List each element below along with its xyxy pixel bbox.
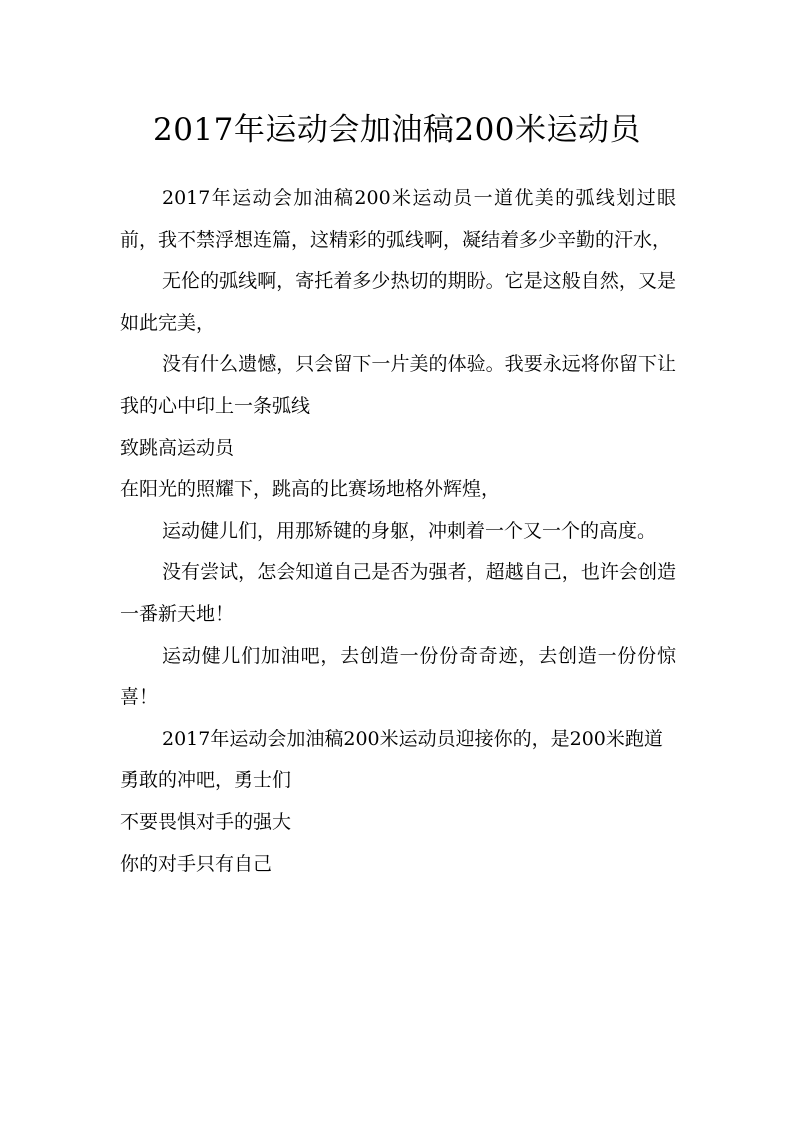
paragraph: 你的对手只有自己 <box>120 852 273 875</box>
paragraph: 没有尝试，怎会知道自己是否为强者，超越自己，也许会创造一番新天地！ <box>120 561 676 625</box>
paragraph: 勇敢的冲吧，勇士们 <box>120 769 292 792</box>
paragraph: 2017年运动会加油稿200米运动员迎接你的，是200米跑道 <box>162 727 663 750</box>
paragraph: 在阳光的照耀下，跳高的比赛场地格外辉煌， <box>120 478 501 501</box>
paragraph: 致跳高运动员 <box>120 436 235 459</box>
paragraph: 无伦的弧线啊，寄托着多少热切的期盼。它是这般自然，又是如此完美， <box>120 270 676 334</box>
paragraph: 不要畏惧对手的强大 <box>120 810 292 833</box>
paragraph: 运动健儿们，用那矫键的身躯，冲刺着一个又一个的高度。 <box>162 519 657 542</box>
document-title: 2017年运动会加油稿200米运动员 <box>152 112 642 148</box>
paragraph: 运动健儿们加油吧，去创造一份份奇奇迹，去创造一份份惊喜！ <box>120 644 676 709</box>
paragraph: 2017年运动会加油稿200米运动员一道优美的弧线划过眼前，我不禁浮想连篇，这精彩的弧线啊，凝结着多少辛勤的汗水， <box>120 187 676 251</box>
paragraph: 没有什么遗憾，只会留下一片美的体验。我要永远将你留下让我的心中印上一条弧线 <box>120 353 676 417</box>
document-body <box>120 178 676 885</box>
